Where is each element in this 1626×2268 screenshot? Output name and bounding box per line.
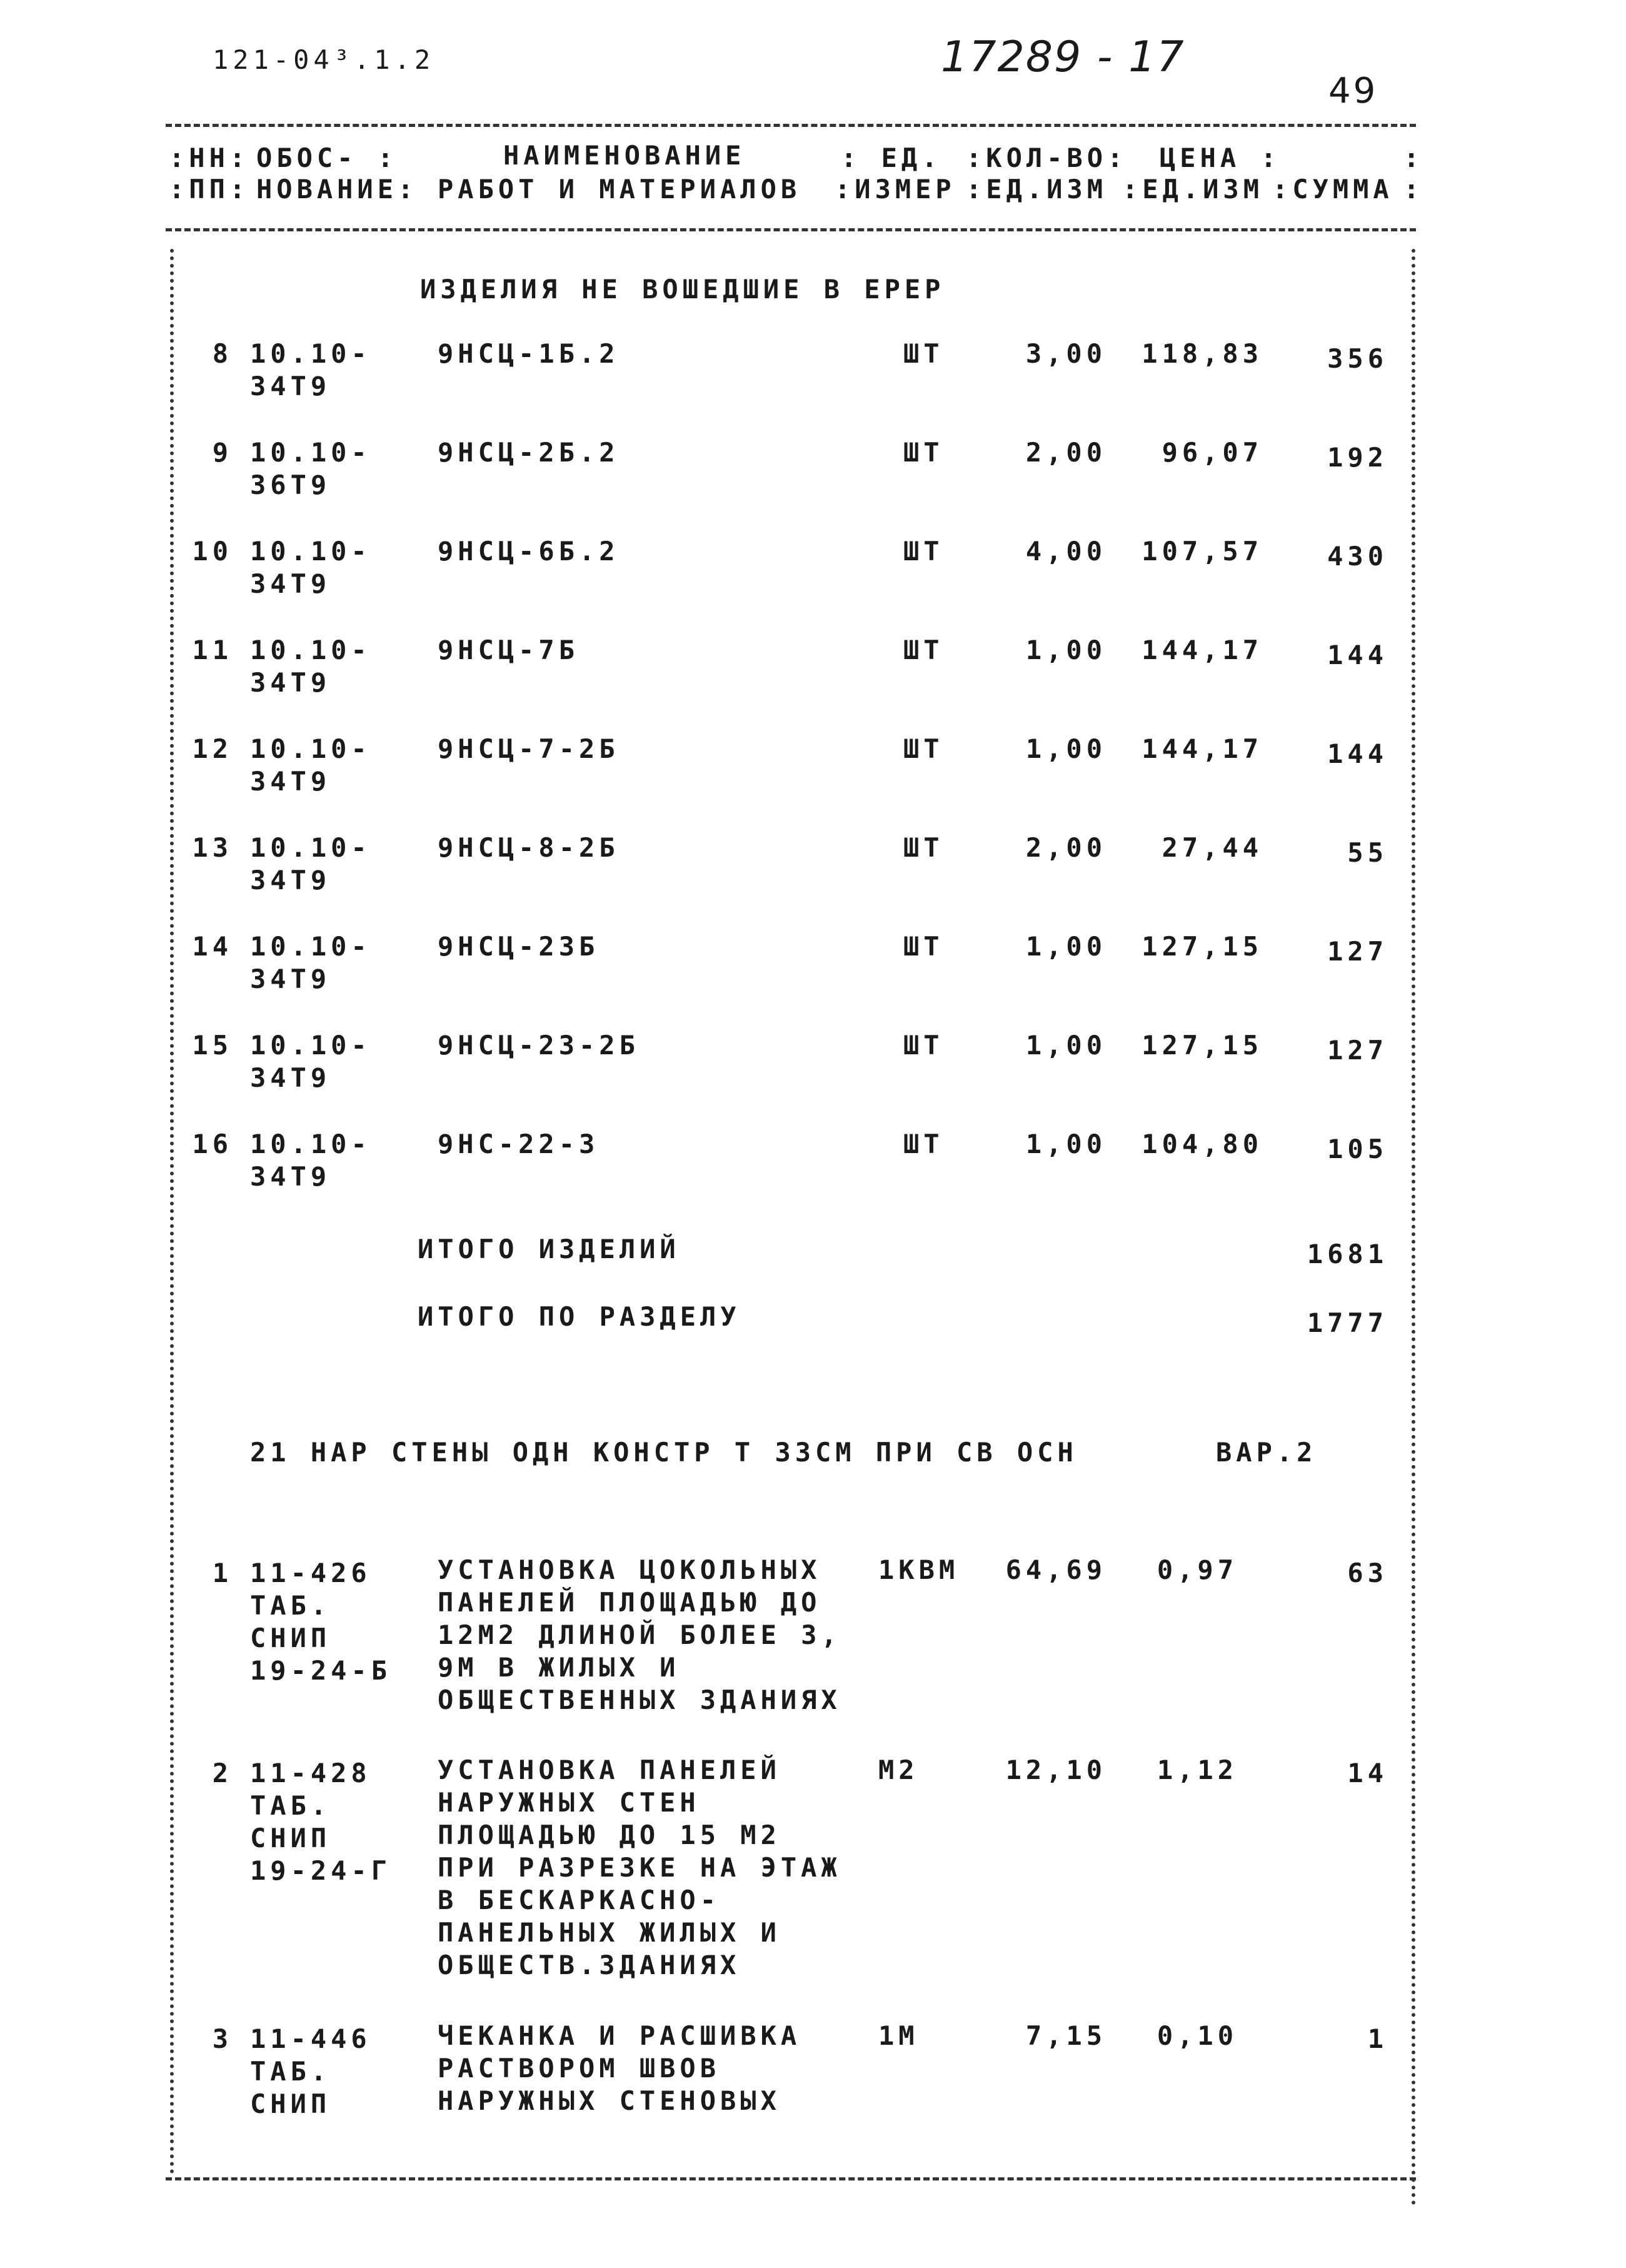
work-code-line: СНИП (250, 2089, 331, 2119)
work-number: 3 (212, 2024, 233, 2054)
row-code-sub: 34Т9 (250, 1062, 331, 1093)
row-qty: 2,00 (1025, 437, 1107, 468)
work-qty: 64,69 (1005, 1555, 1107, 1585)
row-price: 144,17 (1142, 635, 1263, 665)
row-qty: 4,00 (1025, 536, 1107, 567)
row-price: 118,83 (1142, 338, 1263, 369)
work-unit: 1КВМ (878, 1555, 960, 1585)
section-2-variant: ВАР.2 (1216, 1437, 1317, 1468)
row-price: 27,44 (1162, 832, 1263, 863)
work-name-line: ОБЩЕСТВЕННЫХ ЗДАНИЯХ (438, 1685, 841, 1715)
work-sum: 14 (1347, 1758, 1388, 1788)
row-name: 9НСЦ-1Б.2 (438, 338, 620, 369)
work-code-line: ТАБ. (250, 1790, 331, 1821)
row-name: 9НСЦ-7Б (438, 635, 580, 665)
row-code: 10.10- (250, 733, 371, 764)
row-sum: 127 (1327, 1035, 1388, 1066)
row-qty: 1,00 (1025, 733, 1107, 764)
work-name-line: ПАНЕЛЕЙ ПЛОЩАДЬЮ ДО (438, 1587, 821, 1618)
row-name: 9НСЦ-8-2Б (438, 832, 620, 863)
row-code: 10.10- (250, 437, 371, 468)
work-code-line: ТАБ. (250, 2056, 331, 2087)
row-unit: ШТ (903, 832, 944, 863)
work-unit: 1М (878, 2020, 919, 2051)
header-col-basis-2: НОВАНИЕ: (256, 174, 418, 204)
table-left-border (170, 249, 174, 2175)
row-sum: 430 (1327, 541, 1388, 572)
header-bottom-rule (166, 228, 1416, 231)
row-number: 15 (192, 1030, 233, 1061)
document-code: 121-04³.1.2 (213, 44, 435, 75)
row-qty: 1,00 (1025, 635, 1107, 665)
work-name-line: 9М В ЖИЛЫХ И (438, 1652, 680, 1683)
work-qty: 12,10 (1005, 1755, 1107, 1785)
handwritten-number: 17289 - 17 (941, 33, 1185, 82)
row-qty: 1,00 (1025, 931, 1107, 962)
total-items-value: 1681 (1307, 1239, 1388, 1269)
work-name-line: НАРУЖНЫХ СТЕНОВЫХ (438, 2085, 781, 2116)
row-sum: 192 (1327, 442, 1388, 473)
work-unit: М2 (878, 1755, 919, 1785)
row-price: 96,07 (1162, 437, 1263, 468)
row-number: 16 (192, 1129, 233, 1159)
row-unit: ШТ (903, 1129, 944, 1159)
row-sum: 55 (1347, 837, 1388, 868)
work-price: 0,10 (1157, 2020, 1238, 2051)
row-unit: ШТ (903, 536, 944, 567)
row-unit: ШТ (903, 1030, 944, 1061)
work-name-line: НАРУЖНЫХ СТЕН (438, 1787, 700, 1818)
work-code-line: 11-428 (250, 1758, 371, 1788)
row-unit: ШТ (903, 437, 944, 468)
work-name-line: УСТАНОВКА ПАНЕЛЕЙ (438, 1755, 781, 1785)
row-code-sub: 34Т9 (250, 865, 331, 895)
row-number: 13 (192, 832, 233, 863)
section-2-title: 21 НАР СТЕНЫ ОДН КОНСТР Т 33СМ ПРИ СВ ОСН (250, 1437, 1078, 1468)
row-price: 107,57 (1142, 536, 1263, 567)
row-code-sub: 34Т9 (250, 667, 331, 698)
work-sum: 63 (1347, 1558, 1388, 1588)
header-col-name-2: РАБОТ И МАТЕРИАЛОВ (438, 174, 801, 204)
row-qty: 3,00 (1025, 338, 1107, 369)
row-price: 144,17 (1142, 733, 1263, 764)
row-code: 10.10- (250, 931, 371, 962)
row-code-sub: 34Т9 (250, 1161, 331, 1192)
work-number: 2 (212, 1758, 233, 1788)
row-price: 127,15 (1142, 931, 1263, 962)
work-code-line: СНИП (250, 1823, 331, 1853)
header-col-price-2: :ЕД.ИЗМ (1122, 174, 1264, 204)
table-right-border (1412, 249, 1415, 2206)
work-price: 1,12 (1157, 1755, 1238, 1785)
work-code-line: ТАБ. (250, 1590, 331, 1621)
header-right-edge-2: : (1403, 174, 1424, 204)
row-code-sub: 34Т9 (250, 964, 331, 994)
work-code-line: 11-426 (250, 1558, 371, 1588)
work-name-line: ОБЩЕСТВ.ЗДАНИЯХ (438, 1950, 741, 1980)
total-items-label: ИТОГО ИЗДЕЛИЙ (418, 1234, 680, 1264)
row-code-sub: 34Т9 (250, 766, 331, 797)
header-col-qty-1: :КОЛ-ВО: (966, 143, 1128, 173)
work-name-line: ПЛОЩАДЬЮ ДО 15 М2 (438, 1820, 781, 1850)
row-sum: 105 (1327, 1134, 1388, 1164)
footer-rule (166, 2177, 1416, 2180)
row-unit: ШТ (903, 635, 944, 665)
header-col-price-1: ЦЕНА : (1160, 143, 1281, 173)
header-col-unit-1: : ЕД. (841, 143, 942, 173)
row-number: 11 (192, 635, 233, 665)
header-top-rule (166, 124, 1416, 127)
work-code-line: 19-24-Б (250, 1655, 392, 1686)
work-sum: 1 (1367, 2024, 1388, 2054)
row-price: 127,15 (1142, 1030, 1263, 1061)
row-code-sub: 34Т9 (250, 371, 331, 401)
row-number: 9 (212, 437, 233, 468)
work-code-line: 11-446 (250, 2024, 371, 2054)
section-title: ИЗДЕЛИЯ НЕ ВОШЕДШИЕ В ЕРЕР (420, 274, 945, 305)
row-sum: 144 (1327, 640, 1388, 670)
row-price: 104,80 (1142, 1129, 1263, 1159)
work-name-line: В БЕСКАРКАСНО- (438, 1885, 721, 1915)
row-number: 14 (192, 931, 233, 962)
row-unit: ШТ (903, 338, 944, 369)
row-unit: ШТ (903, 931, 944, 962)
row-code: 10.10- (250, 1030, 371, 1061)
work-name-line: ПАНЕЛЬНЫХ ЖИЛЫХ И (438, 1917, 781, 1948)
row-name: 9НСЦ-6Б.2 (438, 536, 620, 567)
page-number: 49 (1328, 71, 1378, 111)
row-sum: 127 (1327, 936, 1388, 967)
row-code: 10.10- (250, 536, 371, 567)
row-sum: 144 (1327, 738, 1388, 769)
row-code: 10.10- (250, 832, 371, 863)
row-name: 9НСЦ-23-2Б (438, 1030, 640, 1061)
header-col-name-1: НАИМЕНОВАНИЕ (503, 140, 746, 171)
work-code-line: СНИП (250, 1623, 331, 1653)
total-section-value: 1777 (1307, 1308, 1388, 1338)
row-name: 9НС-22-3 (438, 1129, 600, 1159)
work-name-line: РАСТВОРОМ ШВОВ (438, 2053, 721, 2084)
row-qty: 2,00 (1025, 832, 1107, 863)
row-code-sub: 34Т9 (250, 568, 331, 599)
row-code: 10.10- (250, 338, 371, 369)
row-number: 8 (212, 338, 233, 369)
work-qty: 7,15 (1025, 2020, 1107, 2051)
row-name: 9НСЦ-2Б.2 (438, 437, 620, 468)
header-col-basis-1: ОБОС- : (256, 143, 398, 173)
work-name-line: ЧЕКАНКА И РАСШИВКА (438, 2020, 801, 2051)
work-name-line: ПРИ РАЗРЕЗКЕ НА ЭТАЖ (438, 1852, 841, 1883)
header-col-no-2: :ПП: (169, 174, 250, 204)
row-code: 10.10- (250, 1129, 371, 1159)
header-col-sum-2: :СУММА (1272, 174, 1393, 204)
work-code-line: 19-24-Г (250, 1855, 392, 1886)
row-number: 10 (192, 536, 233, 567)
row-code-sub: 36Т9 (250, 470, 331, 500)
row-name: 9НСЦ-23Б (438, 931, 600, 962)
header-col-no-1: :НН: (169, 143, 250, 173)
row-qty: 1,00 (1025, 1030, 1107, 1061)
row-name: 9НСЦ-7-2Б (438, 733, 620, 764)
header-right-edge-1: : (1403, 143, 1424, 173)
work-name-line: 12М2 ДЛИНОЙ БОЛЕЕ 3, (438, 1620, 841, 1650)
row-unit: ШТ (903, 733, 944, 764)
row-number: 12 (192, 733, 233, 764)
row-sum: 356 (1327, 343, 1388, 374)
total-section-label: ИТОГО ПО РАЗДЕЛУ (418, 1301, 741, 1332)
work-price: 0,97 (1157, 1555, 1238, 1585)
work-number: 1 (212, 1558, 233, 1588)
header-col-unit-2: :ИЗМЕР (835, 174, 956, 204)
row-code: 10.10- (250, 635, 371, 665)
work-name-line: УСТАНОВКА ЦОКОЛЬНЫХ (438, 1555, 821, 1585)
row-qty: 1,00 (1025, 1129, 1107, 1159)
header-col-qty-2: :ЕД.ИЗМ (966, 174, 1108, 204)
